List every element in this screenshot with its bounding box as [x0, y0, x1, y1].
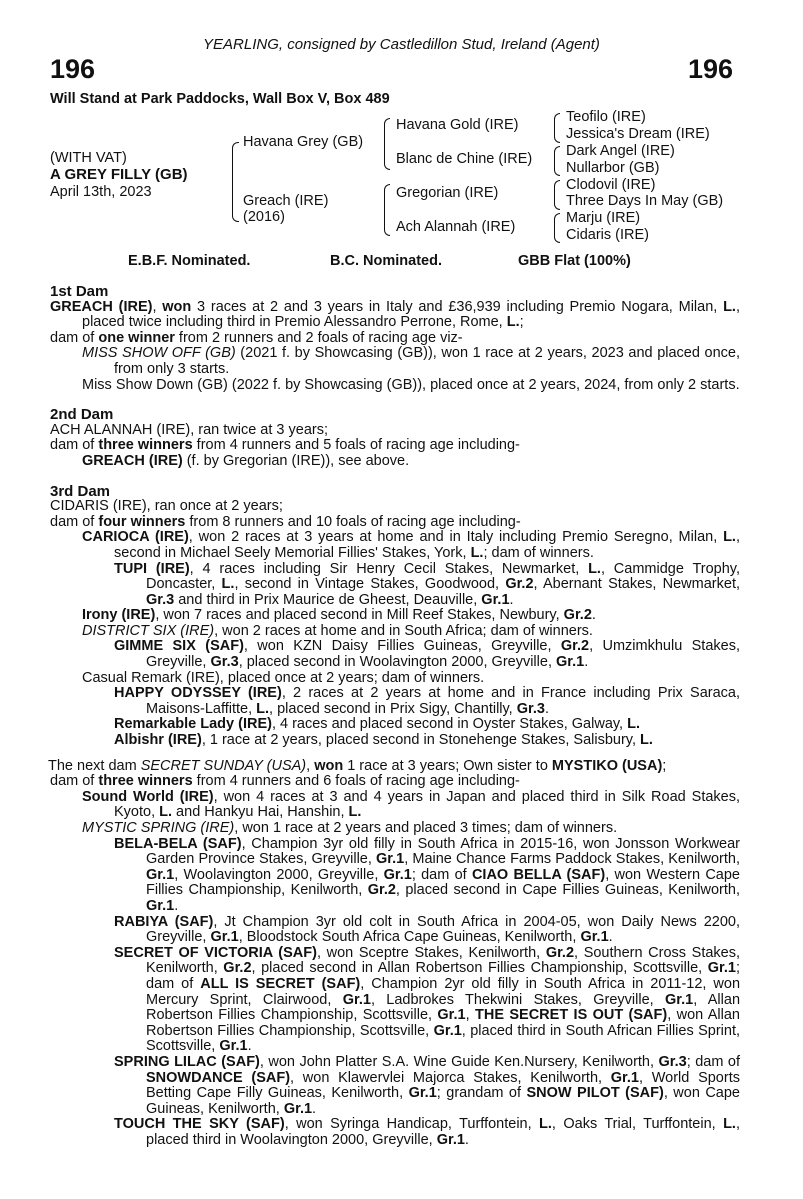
dam-dam: Ach Alannah (IRE)	[396, 219, 516, 235]
brace-ss	[554, 113, 560, 143]
vat-note: (WITH VAT)	[50, 150, 127, 166]
first-dam-heading: 1st Dam	[50, 283, 109, 300]
lot-number-left: 196	[50, 54, 96, 84]
brace-sire	[384, 118, 390, 170]
brace-dd	[554, 213, 560, 243]
brace-ds	[554, 180, 560, 210]
stand-location: Will Stand at Park Paddocks, Wall Box V, Box 489	[50, 91, 390, 107]
sire-sire: Havana Gold (IRE)	[396, 117, 519, 133]
next-dam-text: The next dam SECRET SUNDAY (USA), won 1 race at 3 years; Own sister to MYSTIKO (USA);	[48, 757, 667, 774]
brace-dam	[384, 184, 390, 236]
dam: Greach (IRE)	[243, 193, 329, 209]
dam-details: 1st Dam GREACH (IRE), won 3 races at 2 and 3 years in Italy and £36,939 including Premio Nogara, Milan, L., placed twice including third in Premio Alessandro Perrone, Rome, L.; dam of one winner from 2 runners and 2 foals of racing age viz- MISS SHOW OFF (GB) (2021 f. by Showcasing (GB)), won 1 race at 2 years, 2023 and placed once, from only 3 starts. Miss Show Down (GB) (2022 f. by Showcasing (GB)), placed once at 2 years, 2024, from only 2 starts. 2nd Dam ACH ALANNAH (IRE), ran twice at 3 years; dam of three winners from 4 runners and 5 foals of racing age including- GREACH (IRE) (f. by Gregorian (IRE)), see above. 3rd Dam CIDARIS (IRE), ran once at 2 years; dam of four winners from 8 runners and 10 foals of racing age including- CARIOCA (IRE), won 2 races at 3 years at home and in Italy including Premio Seregno, Milan, L., second in Michael Seely Memorial Fillies' Stakes, York, L.; dam of winners. TUPI (IRE), 4 races including Sir Henry Cecil Stakes, Newmarket, L., Cammidge Trophy, Doncaster, L., second in Vintage Stakes, Goodwood, Gr.2, Abernant Stakes, Newmarket, Gr.3 and third in Prix Maurice de Gheest, Deauville, Gr.1. Irony (IRE), won 7 races and placed second in Mill Reef Stakes, Newbury, Gr.2. DISTRICT SIX (IRE), won 2 races at home and in South Africa; dam of winners. GIMME SIX (SAF), won KZN Daisy Fillies Guineas, Greyville, Gr.2, Umzimkhulu Stakes, Greyville, Gr.3, placed second in Woolavington 2000, Greyville, Gr.1. Casual Remark (IRE), placed once at 2 years; dam of winners. HAPPY ODYSSEY (IRE), 2 races at 2 years at home and in France including Prix Saraca, Maisons-Laffitte, L., placed second in Prix Sigy, Chantilly, Gr.3. Remarkable Lady (IRE), 4 races and placed second in Oyster Stakes, Galway, L. Albishr (IRE), 1 race at 2 years, placed second in Stonehenge Stakes, Salisbury, L. The next dam SECRET SUNDAY (USA), won 1 race at 3 years; Own sister to MYSTIKO (USA); dam of three winners from 4 runners and 6 foals of racing age including- Sound World (IRE), won 4 races at 3 and 4 years in Japan and placed third in Silk Road Stakes, Kyoto, L. and Hankyu Hai, Hanshin, L. MYSTIC SPRING (IRE), won 1 race at 2 years and placed 3 times; dam of winners. BELA-BELA (SAF), Champion 3yr old filly in South Africa in 2015-16, won Jonsson Workwear Garden Province Stakes, Greyville, Gr.1, Maine Chance Farms Paddock Stakes, Kenilworth, Gr.1, Woolavington 2000, Greyville, Gr.1; dam of CIAO BELLA (SAF), won Western Cape Fillies Championship, Kenilworth, Gr.2, placed second in Cape Fillies Guineas, Kenilworth, Gr.1. RABIYA (SAF), Jt Champion 3yr old colt in South Africa in 2004-05, won Daily News 2200, Greyville, Gr.1, Bloodstock South Africa Cape Guineas, Kenilworth, Gr.1. SECRET OF VICTORIA (SAF), won Sceptre Stakes, Kenilworth, Gr.2, Southern Cross Stakes, Kenilworth, Gr.2, placed second in Allan Robertson Fillies Championship, Scottsville, Gr.1; dam of ALL IS SECRET (SAF), Champion 2yr old filly in South Africa in 2011-12, won Mercury Sprint, Clairwood, Gr.1, Ladbrokes Thekwini Stakes, Greyville, Gr.1, Allan Robertson Fillies Championship, Scottsville, Gr.1, THE SECRET IS OUT (SAF), won Allan Robertson Fillies Championship, Scottsville, Gr.1, placed third in South African Fillies Sprint, Scottsville, Gr.1. SPRING LILAC (SAF), won John Platter S.A. Wine Guide Ken.Nursery, Kenilworth, Gr.3; dam of SNOWDANCE (SAF), won Klawervlei Majorca Stakes, Kenilworth, Gr.1, World Sports Betting Cape Filly Guineas, Kenilworth, Gr.1; grandam of SNOW PILOT (SAF), won Cape Guineas, Kenilworth, Gr.1. TOUCH THE SKY (SAF), won Syringa Handicap, Turffontein, L., Oaks Trial, Turffontein, L., placed third in Woolavington 2000, Greyville, Gr.1.	[48, 283, 741, 1148]
ggs-1: Teofilo (IRE)	[566, 109, 646, 125]
first-dam-text: GREACH (IRE), won 3 races at 2 and 3 years in Italy and £36,939 including Premio Nogara, Milan, L., placed twice including third in Premio Alessandro Perrone, Rome, L.;	[50, 298, 740, 331]
sire: Havana Grey (GB)	[243, 134, 364, 150]
ggs-4: Marju (IRE)	[566, 210, 641, 226]
ggd-4: Cidaris (IRE)	[566, 227, 649, 243]
ggs-3: Clodovil (IRE)	[566, 177, 656, 193]
dam-sire: Gregorian (IRE)	[396, 185, 499, 201]
catalogue-header: YEARLING, consigned by Castledillon Stud, Ireland (Agent)	[203, 36, 600, 53]
subject-dob: April 13th, 2023	[50, 184, 152, 200]
lot-number-right: 196	[687, 54, 733, 84]
ggd-2: Nullarbor (GB)	[566, 160, 660, 176]
ggd-3: Three Days In May (GB)	[566, 193, 724, 209]
gbb-nomination: GBB Flat (100%)	[518, 253, 631, 269]
third-dam-heading: 3rd Dam	[50, 482, 111, 500]
subject-name: A GREY FILLY (GB)	[50, 166, 188, 183]
dam-year: (2016)	[243, 209, 285, 225]
ggs-2: Dark Angel (IRE)	[566, 143, 675, 159]
brace-gen1	[232, 142, 239, 222]
second-dam-heading: 2nd Dam	[50, 406, 114, 424]
ebf-nomination: E.B.F. Nominated.	[128, 253, 251, 269]
brace-sd	[554, 146, 560, 176]
bc-nomination: B.C. Nominated.	[330, 253, 442, 269]
ggd-1: Jessica's Dream (IRE)	[566, 126, 710, 142]
sire-dam: Blanc de Chine (IRE)	[396, 151, 533, 167]
